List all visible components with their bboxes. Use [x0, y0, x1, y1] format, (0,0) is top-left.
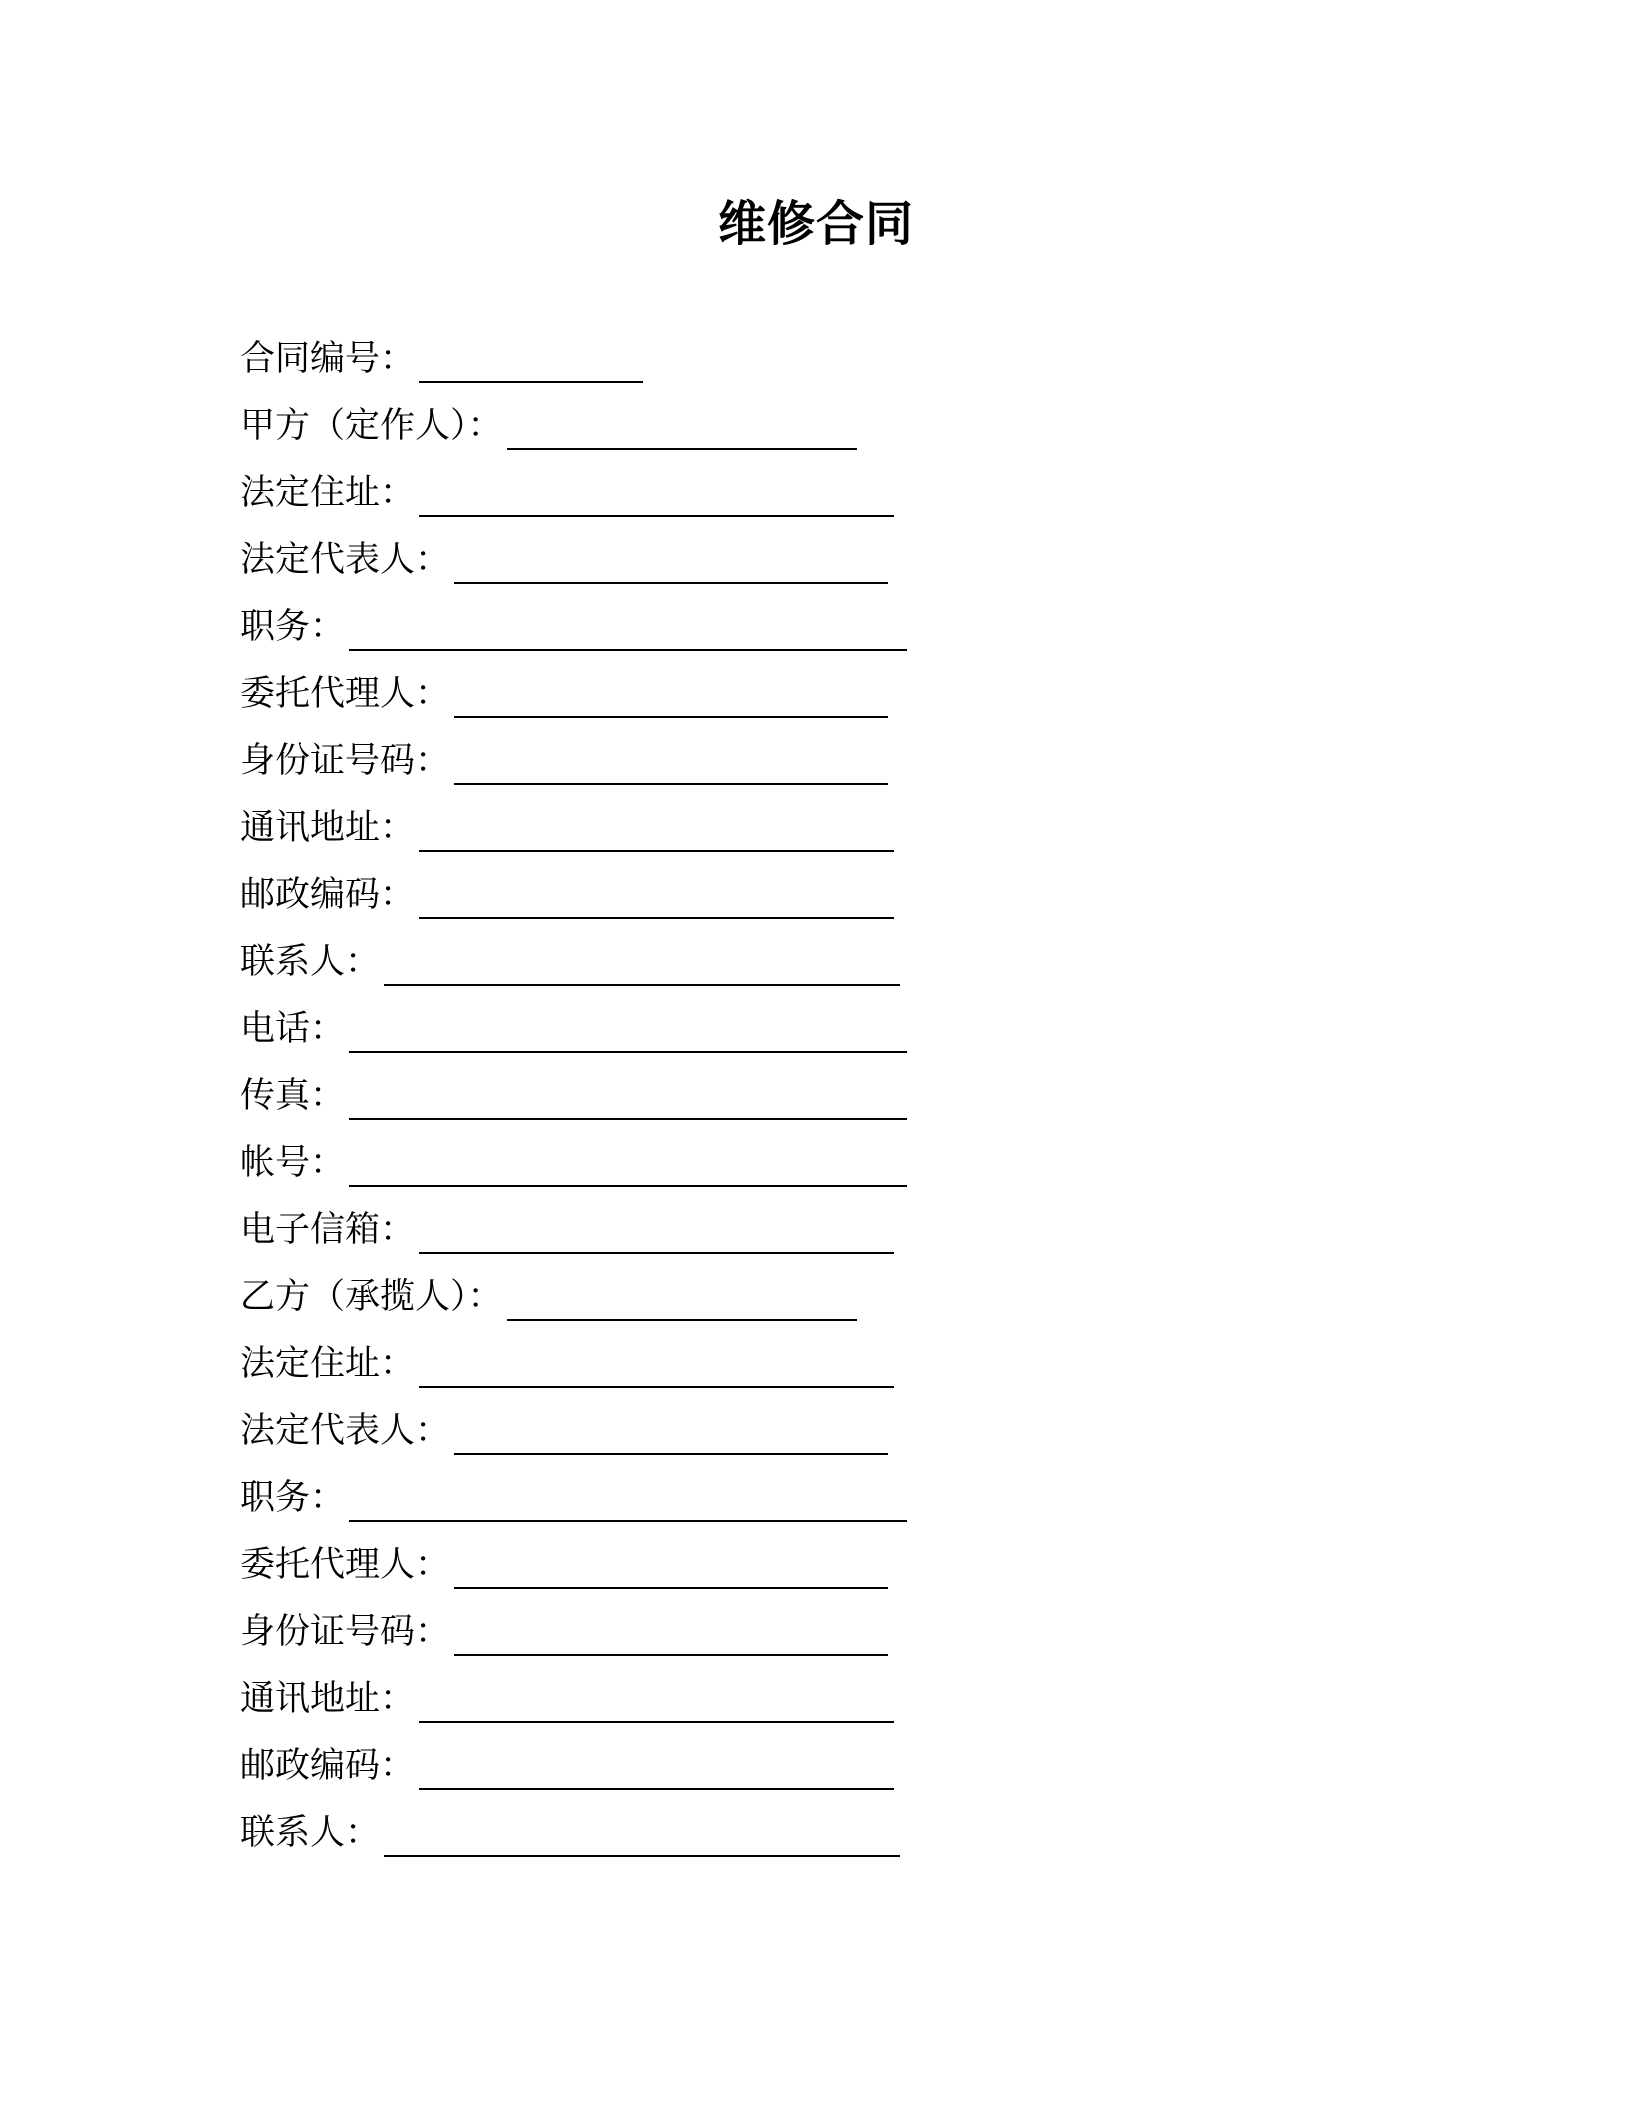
fill-in-blank[interactable]: [349, 1476, 907, 1522]
fill-in-blank[interactable]: [384, 1811, 900, 1857]
field-fax: [240, 1063, 1390, 1130]
field-label: 委托代理人：: [240, 674, 451, 714]
fill-in-blank[interactable]: [454, 672, 888, 718]
field-position: [240, 1465, 1390, 1532]
field-label: 法定住址：: [240, 1344, 416, 1384]
field-authorized-agent: [240, 661, 1390, 728]
fill-in-blank[interactable]: [419, 1342, 894, 1388]
fill-in-blank[interactable]: [419, 873, 894, 919]
field-contact-person: [240, 929, 1390, 996]
fill-in-blank[interactable]: [419, 1744, 894, 1790]
field-label: 身份证号码：: [240, 741, 451, 781]
fill-in-blank[interactable]: [419, 1677, 894, 1723]
field-label: 通讯地址：: [240, 1679, 416, 1719]
field-label: 乙方（承揽人）：: [240, 1277, 503, 1317]
fill-in-blank[interactable]: [419, 471, 894, 517]
fill-in-blank[interactable]: [419, 806, 894, 852]
fill-in-blank[interactable]: [507, 1275, 857, 1321]
fill-in-blank[interactable]: [419, 337, 643, 383]
field-label: 身份证号码：: [240, 1612, 451, 1652]
field-label: 通讯地址：: [240, 808, 416, 848]
field-postal-code: [240, 1733, 1390, 1800]
field-label: 邮政编码：: [240, 1746, 416, 1786]
field-label: 电子信箱：: [240, 1210, 416, 1250]
field-label: 法定代表人：: [240, 540, 451, 580]
field-legal-representative: [240, 527, 1390, 594]
fill-in-blank[interactable]: [454, 1543, 888, 1589]
field-contact-person: [240, 1800, 1390, 1867]
form-fields: [240, 326, 1390, 1867]
field-email: [240, 1197, 1390, 1264]
field-mailing-address: [240, 795, 1390, 862]
field-contract-number: [240, 326, 1390, 393]
field-authorized-agent: [240, 1532, 1390, 1599]
field-label: 传真：: [240, 1076, 346, 1116]
field-account: [240, 1130, 1390, 1197]
field-label: 甲方（定作人）：: [240, 406, 503, 446]
field-postal-code: [240, 862, 1390, 929]
field-party-a: [240, 393, 1390, 460]
fill-in-blank[interactable]: [349, 605, 907, 651]
fill-in-blank[interactable]: [507, 404, 857, 450]
field-label: 合同编号：: [240, 339, 416, 379]
field-mailing-address: [240, 1666, 1390, 1733]
field-legal-address: [240, 460, 1390, 527]
fill-in-blank[interactable]: [454, 1610, 888, 1656]
field-position: [240, 594, 1390, 661]
fill-in-blank[interactable]: [454, 1409, 888, 1455]
fill-in-blank[interactable]: [454, 739, 888, 785]
fill-in-blank[interactable]: [349, 1007, 907, 1053]
field-label: 职务：: [240, 607, 346, 647]
fill-in-blank[interactable]: [384, 940, 900, 986]
field-telephone: [240, 996, 1390, 1063]
fill-in-blank[interactable]: [349, 1141, 907, 1187]
field-id-number: [240, 728, 1390, 795]
field-legal-representative: [240, 1398, 1390, 1465]
document-title: 维修合同: [717, 196, 914, 252]
fill-in-blank[interactable]: [349, 1074, 907, 1120]
field-label: 帐号：: [240, 1143, 346, 1183]
field-label: 法定代表人：: [240, 1411, 451, 1451]
field-label: 电话：: [240, 1009, 346, 1049]
field-label: 联系人：: [240, 1813, 381, 1853]
field-party-b: [240, 1264, 1390, 1331]
fill-in-blank[interactable]: [454, 538, 888, 584]
fill-in-blank[interactable]: [419, 1208, 894, 1254]
field-label: 邮政编码：: [240, 875, 416, 915]
field-label: 联系人：: [240, 942, 381, 982]
field-label: 职务：: [240, 1478, 346, 1518]
field-label: 法定住址：: [240, 473, 416, 513]
field-label: 委托代理人：: [240, 1545, 451, 1585]
field-legal-address: [240, 1331, 1390, 1398]
field-id-number: [240, 1599, 1390, 1666]
